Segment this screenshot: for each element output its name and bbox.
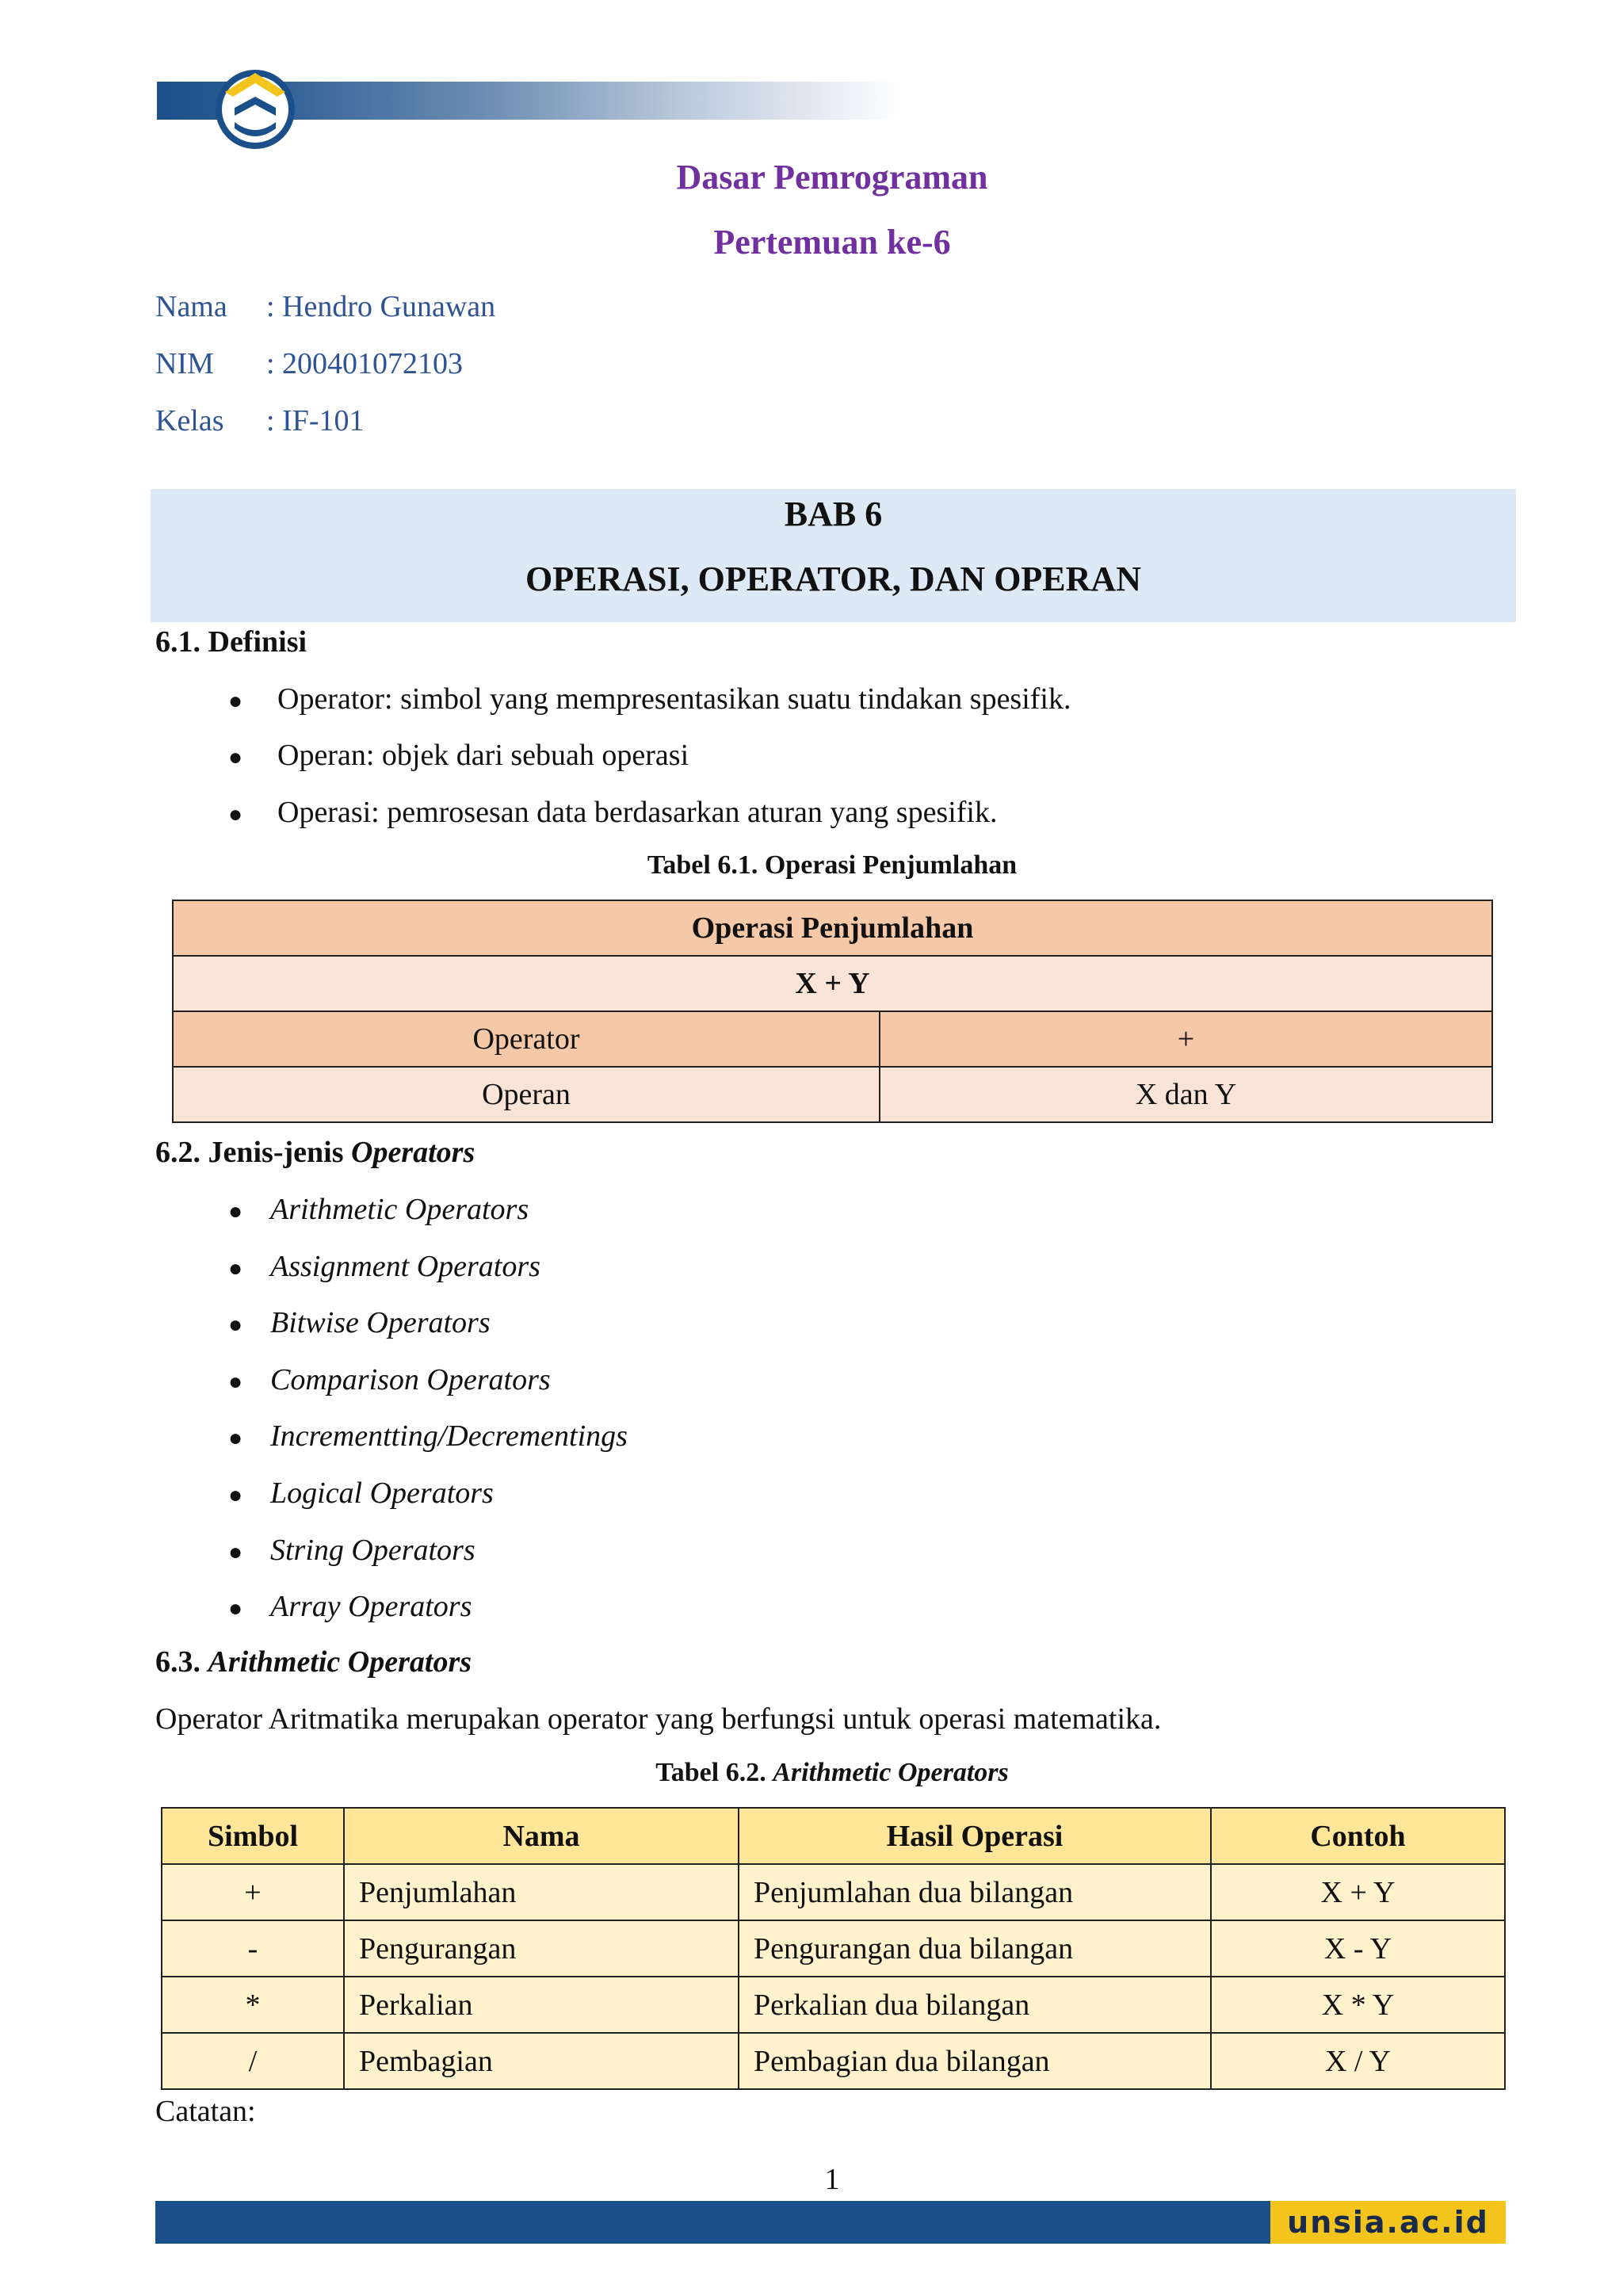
- table-row: [162, 1864, 1505, 1920]
- section-heading-definisi: 6.1. Definisi: [155, 625, 307, 659]
- table-header-row: [162, 1808, 1505, 1864]
- nim-value: : 200401072103: [266, 347, 464, 380]
- student-name-row: [155, 289, 495, 324]
- table-row: [173, 1067, 1492, 1122]
- table-cell: Penjumlahan dua bilangan: [739, 1864, 1211, 1920]
- addition-operation-table: [172, 900, 1493, 1123]
- nim-label: NIM: [155, 347, 214, 380]
- unsia-logo: [208, 62, 303, 149]
- notes-label: Catatan:: [155, 2095, 256, 2128]
- bullet-dot: ●: [228, 1539, 243, 1565]
- section-heading-arithmetic-operators: [155, 1645, 472, 1679]
- bullet-dot: ●: [228, 1595, 243, 1622]
- bullet-dot: ●: [228, 1255, 243, 1282]
- chapter-title: OPERASI, OPERATOR, DAN OPERAN: [525, 560, 1141, 598]
- table-cell: X + Y: [1211, 1864, 1505, 1920]
- page-number: 1: [824, 2163, 840, 2196]
- caption-text: Tabel 6.2.: [655, 1758, 773, 1787]
- table-cell: X * Y: [1211, 1977, 1505, 2033]
- bullet-dot: ●: [228, 744, 243, 770]
- table-cell: +: [880, 1011, 1492, 1067]
- table-row: [162, 2033, 1505, 2089]
- name-value: : Hendro Gunawan: [266, 290, 496, 323]
- column-header: Nama: [344, 1808, 739, 1864]
- bullet-dot: ●: [228, 1198, 243, 1224]
- list-item: Arithmetic Operators: [270, 1193, 529, 1226]
- class-label: Kelas: [155, 404, 224, 437]
- bullet-dot: ●: [228, 1369, 243, 1395]
- table-cell: Pembagian: [344, 2033, 739, 2089]
- table-cell: X - Y: [1211, 1920, 1505, 1977]
- section-heading-jenis-operators: [155, 1135, 475, 1170]
- document-subtitle: Pertemuan ke-6: [713, 223, 951, 262]
- table1-expression: X + Y: [173, 956, 1492, 1011]
- table-cell: Perkalian dua bilangan: [739, 1977, 1211, 2033]
- table-cell: Perkalian: [344, 1977, 739, 2033]
- arithmetic-description: Operator Aritmatika merupakan operator yang berfungsi untuk operasi matematika.: [155, 1702, 1162, 1736]
- student-nim-row: [155, 346, 463, 381]
- chapter-number: BAB 6: [784, 495, 883, 533]
- list-item: Operasi: pemrosesan data berdasarkan aturan yang spesifik.: [277, 796, 998, 829]
- document-title: Dasar Pemrograman: [676, 158, 988, 197]
- student-class-row: [155, 403, 365, 438]
- list-item: Assignment Operators: [270, 1250, 540, 1283]
- table-row: [162, 1920, 1505, 1977]
- list-item: Logical Operators: [270, 1477, 494, 1510]
- table-row: [162, 1977, 1505, 2033]
- list-item: Comparison Operators: [270, 1363, 551, 1396]
- table-cell: Pengurangan dua bilangan: [739, 1920, 1211, 1977]
- table-cell: Pengurangan: [344, 1920, 739, 1977]
- bullet-dot: ●: [228, 1482, 243, 1508]
- caption-italic: Arithmetic Operators: [773, 1758, 1009, 1787]
- table-cell: Operan: [173, 1067, 880, 1122]
- table-cell: Pembagian dua bilangan: [739, 2033, 1211, 2089]
- list-item: String Operators: [270, 1534, 475, 1567]
- heading-text: 6.3.: [155, 1645, 208, 1679]
- arithmetic-operators-table: [161, 1807, 1506, 2090]
- table-cell: X dan Y: [880, 1067, 1492, 1122]
- list-item: Operator: simbol yang mempresentasikan suatu tindakan spesifik.: [277, 682, 1071, 716]
- list-item: Bitwise Operators: [270, 1306, 491, 1339]
- name-label: Nama: [155, 290, 227, 323]
- table-cell: *: [162, 1977, 344, 2033]
- table-cell: /: [162, 2033, 344, 2089]
- table-cell: Operator: [173, 1011, 880, 1067]
- footer-bar: [155, 2201, 1270, 2244]
- table-row: [173, 1011, 1492, 1067]
- table-cell: -: [162, 1920, 344, 1977]
- column-header: Simbol: [162, 1808, 344, 1864]
- heading-italic: Arithmetic Operators: [208, 1645, 472, 1679]
- table-cell: X / Y: [1211, 2033, 1505, 2089]
- column-header: Contoh: [1211, 1808, 1505, 1864]
- bullet-dot: ●: [228, 688, 243, 714]
- class-value: : IF-101: [266, 404, 365, 437]
- table-cell: Penjumlahan: [344, 1864, 739, 1920]
- list-item: Incrementting/Decrementings: [270, 1419, 628, 1453]
- bullet-dot: ●: [228, 801, 243, 827]
- footer-website: unsia.ac.id: [1270, 2201, 1506, 2244]
- bullet-dot: ●: [228, 1425, 243, 1451]
- bullet-dot: ●: [228, 1312, 243, 1338]
- heading-italic: Operators: [351, 1136, 475, 1169]
- chapter-heading-box: [151, 489, 1516, 622]
- table2-caption: [0, 1758, 1623, 1788]
- list-item: Array Operators: [270, 1590, 472, 1623]
- table1-caption: Tabel 6.1. Operasi Penjumlahan: [647, 850, 1018, 880]
- list-item: Operan: objek dari sebuah operasi: [277, 739, 689, 772]
- column-header: Hasil Operasi: [739, 1808, 1211, 1864]
- table-cell: +: [162, 1864, 344, 1920]
- table1-header: Operasi Penjumlahan: [173, 900, 1492, 956]
- heading-text: 6.2. Jenis-jenis: [155, 1136, 351, 1169]
